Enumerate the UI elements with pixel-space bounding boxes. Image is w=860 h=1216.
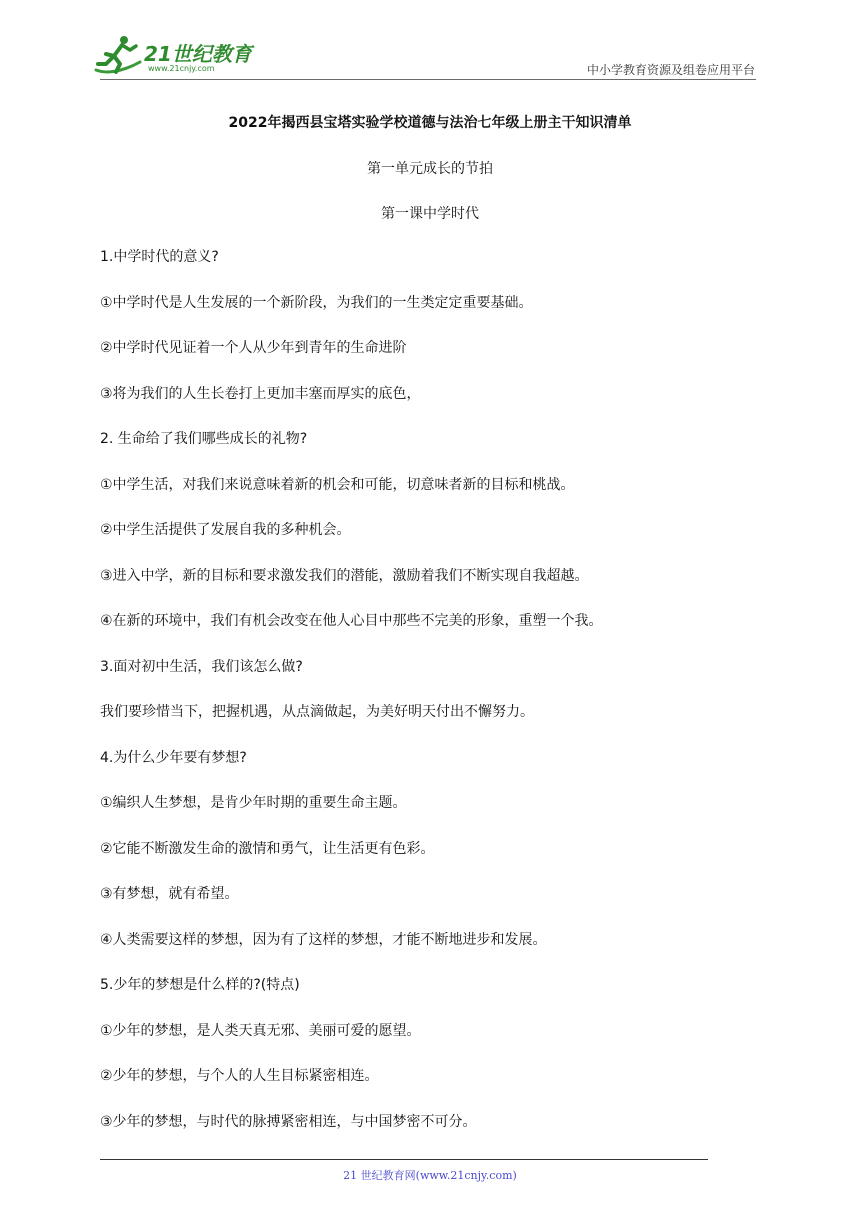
answer-point: ③少年的梦想，与时代的脉搏紧密相连，与中国梦密不可分。	[100, 1113, 477, 1130]
answer-point: ①编织人生梦想，是肯少年时期的重要生命主题。	[100, 795, 407, 811]
answer-point: ②中学时代见证着一个人从少年到青年的生命进阶	[100, 340, 407, 356]
unit-heading: 第一单元成长的节拍	[367, 161, 493, 177]
answer-point: 我们要珍惜当下，把握机遇，从点滴做起，为美好明天付出不懈努力。	[100, 704, 534, 720]
answer-point: ④在新的环境中，我们有机会改变在他人心目中那些不完美的形象，重塑一个我。	[100, 613, 603, 629]
answer-point: ①中学时代是人生发展的一个新阶段，为我们的一生类定定重要基础。	[100, 294, 533, 311]
answer-point: ①中学生活，对我们来说意味着新的机会和可能，切意味者新的目标和桃战。	[100, 476, 575, 493]
answer-point: ②少年的梦想，与个人的人生目标紧密相连。	[100, 1068, 379, 1084]
answer-point: ②它能不断激发生命的激情和勇气，让生活更有色彩。	[100, 840, 435, 857]
answer-point: ③有梦想，就有希望。	[100, 886, 239, 902]
question-heading: 1.中学时代的意义?	[100, 249, 219, 265]
site-logo[interactable]	[92, 34, 262, 78]
answer-point: ②中学生活提供了发展自我的多种机会。	[100, 522, 351, 538]
header-tagline: 中小学教育资源及组卷应用平台	[586, 63, 755, 77]
question-heading: 5.少年的梦想是什么样的?(特点)	[100, 977, 300, 993]
logo-url: www.21cnjy.com	[148, 64, 215, 73]
footer-link[interactable]: 21 世纪教育网(www.21cnjy.com)	[343, 1169, 517, 1182]
answer-point: ④人类需要这样的梦想，因为有了这样的梦想，才能不断地进步和发展。	[100, 931, 547, 948]
question-heading: 2. 生命给了我们哪些成长的礼物?	[100, 431, 308, 447]
footer-divider	[100, 1159, 708, 1160]
question-heading: 4.为什么少年要有梦想?	[100, 749, 247, 766]
logo-wordmark: 21世纪教育	[144, 42, 252, 66]
header-divider	[100, 79, 756, 80]
page-header	[0, 0, 860, 90]
runner-icon	[92, 34, 144, 78]
answer-point: ③将为我们的人生长卷打上更加丰塞而厚实的底色，	[100, 385, 421, 402]
answer-point: ③进入中学，新的目标和要求激发我们的潜能，激励着我们不断实现自我超越。	[100, 567, 589, 584]
lesson-heading: 第一课中学时代	[381, 206, 479, 222]
document-body	[100, 248, 760, 1158]
answer-point: ①少年的梦想，是人类天真无邪、美丽可爱的愿望。	[100, 1022, 421, 1039]
document-title: 2022年揭西县宝塔实验学校道德与法治七年级上册主干知识清单	[228, 115, 632, 131]
question-heading: 3.面对初中生活，我们该怎么做?	[100, 658, 303, 675]
